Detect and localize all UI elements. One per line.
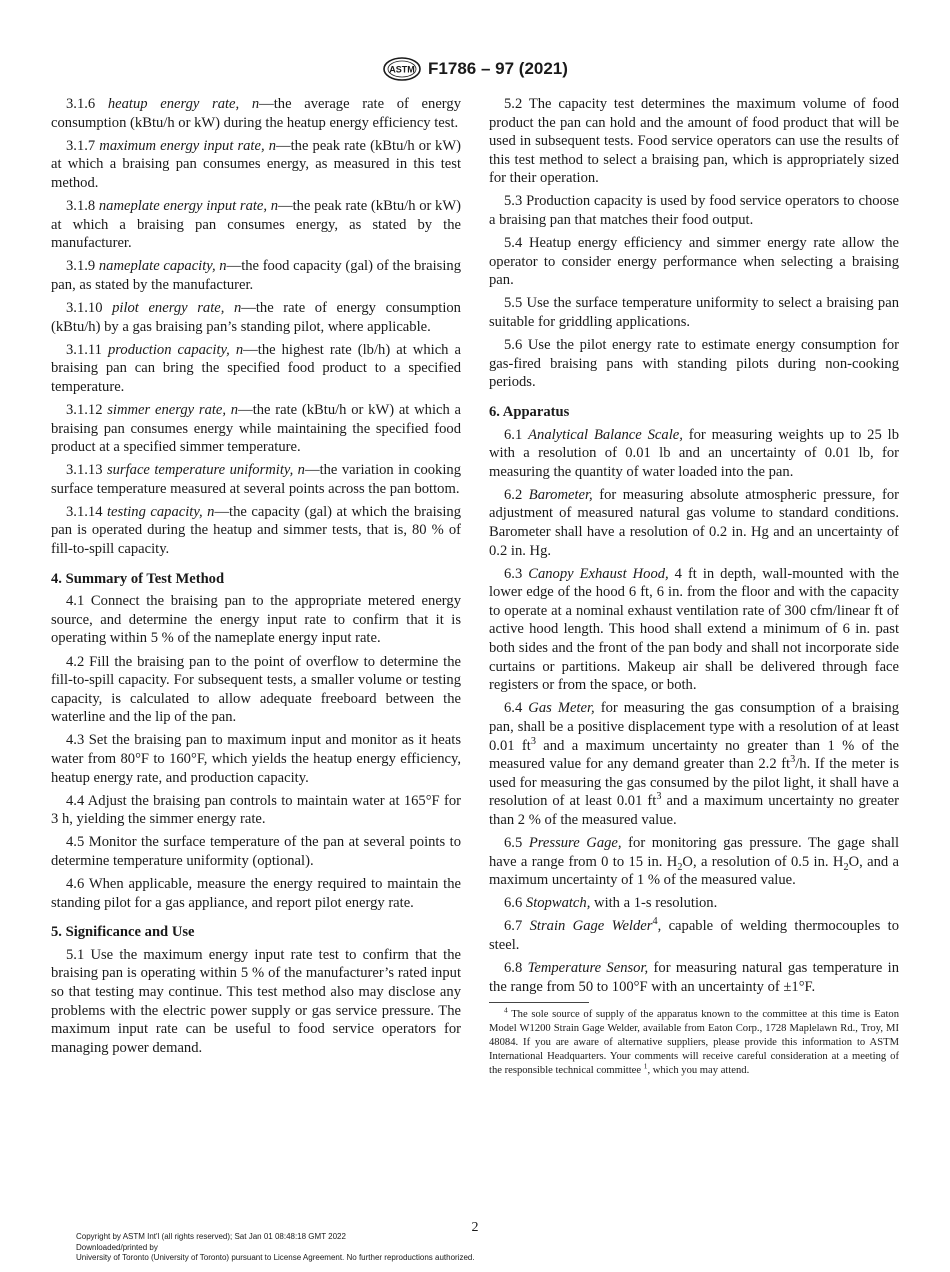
paragraph-6-1: 6.1 Analytical Balance Scale, for measuring weights up to 25 lb with a resolution of 0.01 lb and an uncertainty of 0.01 lb, for measuring the quantity of water loaded into the pan. bbox=[489, 426, 899, 480]
paragraph-5-1: 5.1 Use the maximum energy input rate test to confirm that the braising pan is operating within 5 % of the manufacturer’s rated input so that testing may continue. This test method also may disclose any problems with the electric power supply or gas service pressure. The maximum input rate can be useful to food service operators for managing power demand. bbox=[51, 946, 461, 1056]
paragraph-4-2: 4.2 Fill the braising pan to the point of overflow to determine the fill-to-spill capacity. For subsequent tests, a smaller volume or testing capacity, is calculated to allow adequate freeboard between the waterline and the lip of the pan. bbox=[51, 653, 461, 726]
paragraph-6-2: 6.2 Barometer, for measuring absolute atmospheric pressure, for adjustment of measured natural gas volume to standard conditions. Barometer shall have a resolution of 0.2 in. Hg and an uncertainty of 0.2 in. Hg. bbox=[489, 486, 899, 559]
astm-logo-icon bbox=[382, 57, 422, 81]
paragraph-5-6: 5.6 Use the pilot energy rate to estimate energy consumption for gas-fired braising pans with standing pilots during non-cooking periods. bbox=[489, 337, 899, 391]
section-6-heading: 6. Apparatus bbox=[489, 403, 570, 420]
section-5-heading: 5. Significance and Use bbox=[51, 924, 195, 941]
copyright-line-2: Downloaded/printed by bbox=[76, 1242, 158, 1252]
paragraph-5-4: 5.4 Heatup energy efficiency and simmer energy rate allow the operator to consider energy performance when selecting a braising pan. bbox=[489, 235, 899, 289]
definition-3-1-6: 3.1.6 heatup energy rate, n—the average rate of energy consumption (kBtu/h or kW) during the heatup energy efficiency test. bbox=[51, 96, 461, 131]
definition-3-1-8: 3.1.8 nameplate energy input rate, n—the peak rate (kBtu/h or kW) at which a braising pan consumes energy, as stated by the manufacturer. bbox=[51, 197, 461, 252]
paragraph-6-7: 6.7 Strain Gage Welder$^4$, capable of welding thermocouples to steel. bbox=[489, 916, 900, 953]
paragraph-5-5: 5.5 Use the surface temperature uniformity to select a braising pan suitable for griddling applications. bbox=[489, 295, 899, 331]
right-column bbox=[489, 95, 899, 1078]
paragraph-6-8: 6.8 Temperature Sensor, for measuring natural gas temperature in the range from 50 to 100°F with an uncertainty of ±1°F. bbox=[489, 960, 899, 995]
paragraph-4-1: 4.1 Connect the braising pan to the appropriate metered energy source, and determine the energy input rate to confirm that it is operating within 5 % of the nameplate energy input rate. bbox=[51, 593, 461, 647]
footnote-divider bbox=[489, 1002, 589, 1003]
definition-3-1-9: 3.1.9 nameplate capacity, n—the food capacity (gal) of the braising pan, as stated by the manufacturer. bbox=[51, 258, 461, 293]
page-number: 2 bbox=[471, 1220, 479, 1235]
paragraph-6-5: 6.5 Pressure Gage, for monitoring gas pressure. The gage shall have a range from 0 to 15 in. $H_2O$, a resolution of 0.5 in. $H_2O$, and a maximum uncertainty of 1 % of the measured value. bbox=[489, 834, 899, 889]
paragraph-4-4: 4.4 Adjust the braising pan controls to maintain water at 165°F for 3 h, yielding the simmer energy rate. bbox=[51, 792, 461, 828]
definition-3-1-13: 3.1.13 surface temperature uniformity, n—the variation in cooking surface temperature measured at several points across the pan bottom. bbox=[51, 462, 461, 497]
section-4-heading: 4. Summary of Test Method bbox=[51, 570, 225, 587]
paragraph-6-4: 6.4 Gas Meter, for measuring the gas consumption of a braising pan, shall be a positive displacement type with a resolution of at least 0.01 $ft^3$ and a maximum uncertainty no greater than 1 % of the measured value for any demand greater than 2.2 $ft^3/h$. If the meter is used for measuring the gas consumed by the pilot light, it shall have a resolution of at least 0.01 $ft^3$ and a maximum uncertainty no greater than 2 % of the measured value. bbox=[489, 700, 900, 828]
left-column bbox=[51, 95, 461, 1062]
paragraph-5-3: 5.3 Production capacity is used by food service operators to choose a braising pan that matches their food output. bbox=[489, 193, 899, 229]
definition-3-1-12: 3.1.12 simmer energy rate, n—the rate (kBtu/h or kW) at which a braising pan consumes energy while maintaining the specified food product at a specified simmer temperature. bbox=[51, 401, 462, 456]
paragraph-6-3: 6.3 Canopy Exhaust Hood, 4 ft in depth, wall-mounted with the lower edge of the hood 6 ft, 6 in. from the floor and with the capacity to operate at a nominal exhaust ventilation rate of 300 cfm/linear ft of active hood length. This hood shall extend a minimum of 6 in. past both sides and the front of the pan body and shall not incorporate side curtains or partitions. Makeup air shall be delivered through face registers or from the space, or both. bbox=[489, 565, 899, 694]
footnote-ref: 4 bbox=[652, 916, 658, 928]
standard-designation: F1786 – 97 (2021) bbox=[428, 59, 568, 78]
page-header bbox=[0, 56, 950, 82]
paragraph-5-2: 5.2 The capacity test determines the maximum volume of food product the pan can hold and the amount of food product that will be used in subsequent tests. Food service operators can use the results of this test method to select a braising pan, which is appropriately sized for their operation. bbox=[489, 96, 899, 187]
definition-3-1-10: 3.1.10 pilot energy rate, n—the rate of energy consumption (kBtu/h) by a gas braising pan’s standing pilot, where applicable. bbox=[51, 299, 461, 335]
copyright-line-3: University of Toronto (University of Toronto) pursuant to License Agreement. No further reproductions authorized. bbox=[76, 1253, 475, 1262]
definition-3-1-7: 3.1.7 maximum energy input rate, n—the peak rate (kBtu/h or kW) at which a braising pan consumes energy, as measured in this test method. bbox=[51, 137, 461, 191]
paragraph-4-3: 4.3 Set the braising pan to maximum input and monitor as it heats water from 80°F to 160°F, which yields the heatup energy efficiency, heatup energy rate, and production capacity. bbox=[51, 732, 461, 786]
copyright-notice bbox=[76, 1232, 475, 1264]
definition-3-1-14: 3.1.14 testing capacity, n—the capacity (gal) at which the braising pan is operated during the heatup and simmer tests, that is, 80 % of fill-to-spill capacity. bbox=[51, 503, 461, 558]
copyright-line-1: Copyright by ASTM Int'l (all rights reserved); Sat Jan 01 08:48:18 GMT 2022 bbox=[76, 1232, 346, 1241]
paragraph-6-6: 6.6 Stopwatch, with a 1-s resolution. bbox=[504, 895, 718, 912]
paragraph-4-5: 4.5 Monitor the surface temperature of the pan at several points to determine temperature uniformity (optional). bbox=[51, 834, 461, 869]
paragraph-4-6: 4.6 When applicable, measure the energy required to maintain the standing pilot for a gas appliance, and report pilot energy rate. bbox=[51, 876, 461, 911]
svg-text:ASTM: ASTM bbox=[389, 64, 415, 75]
footnote-4: $^4$ The sole source of supply of the apparatus known to the committee at this time is Eaton Model W1200 Strain Gage Welder, available from Eaton Corp., 1728 Maplelawn Rd., Troy, MI 48084. If you are aware of alternative suppliers, please provide this information to ASTM International Headquarters. Your comments will receive careful consideration at a meeting of the responsible technical committee $^1$, which you may attend. bbox=[489, 1005, 899, 1077]
definition-3-1-11: 3.1.11 production capacity, n—the highest rate (lb/h) at which a braising pan can bring the specified food product to a specified temperature. bbox=[51, 341, 461, 395]
